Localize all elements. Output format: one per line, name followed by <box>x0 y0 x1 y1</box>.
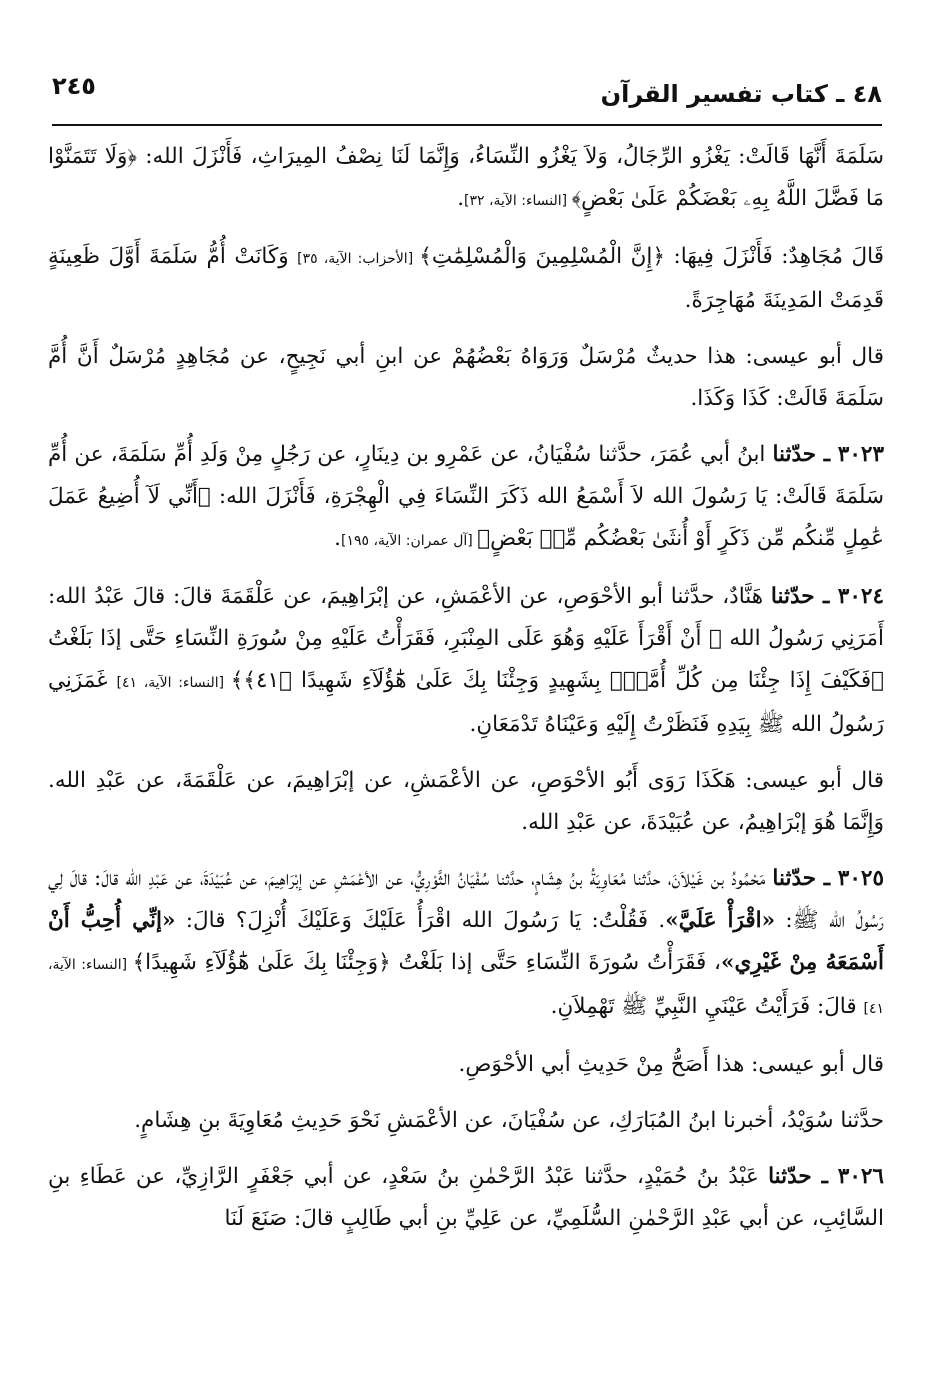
quran-quote: ﴿وَجِئْنَا بِكَ عَلَىٰ هَٰٓؤُلَآءِ شَهِيدًا﴾ <box>132 950 391 975</box>
verse-reference: [النساء: الآية، ٣٢] <box>464 193 572 209</box>
page-number: ٢٤٥ <box>52 72 96 100</box>
body-text: مَحْمُودُ بن غَيْلاَنَ، حدَّثنا مُعَاوِيَةُ بنُ هِشَامٍ، حدَّثنا سُفْيَانُ الثَّوْرِيُّ، عن الأعْمَشِ عن إبْرَاهِيمَ، عن عُبَيْدَةَ، عن عَبْدِ الله قالَ: قالَ لِي رَسُولُ الله ﷺ: <box>48 866 884 933</box>
verse-reference: [النساء: الآية، ٤١] <box>48 957 884 1017</box>
body-text: عَبْدُ بنُ حُمَيْدٍ، حدَّثنا عَبْدُ الرَّحْمٰنِ بنُ سَعْدٍ، عن أبي جَعْفَرٍ الرَّازِيِّ، عن عَطَاءِ بنِ السَّائِبِ، عن أبي عَبْدِ الرَّحْمٰنِ السُّلَمِيِّ، عن عَلِيِّ بنِ أبي طَالِبٍ قالَ: صَنَعَ لَنَا <box>48 1164 884 1231</box>
body-text: . <box>334 526 341 551</box>
verse-reference: [النساء: الآية، ٤١] <box>116 675 231 691</box>
paragraph <box>48 336 884 420</box>
body-text: ابنُ أبي عُمَرَ، حدَّثنا سُفْيَانُ، عن عَمْرِو بن دِينَارٍ، عن رَجُلٍ مِنْ وَلَدِ أُمِّ سَلَمَةَ، عن أُمِّ سَلَمَةَ قَالَتْ: يَا رَسُولَ الله لاَ أَسْمَعُ الله ذَكَرَ النِّسَاءَ فِي الْهِجْرَةِ، فَأَنْزَلَ الله: <box>48 442 885 509</box>
body-text: هَنَّادٌ، حدَّثنا أبو الأحْوَصِ، عن الأعْمَشِ، عن إبْرَاهِيمَ، عن عَلْقَمَةَ قالَ: قالَ عَبْدُ الله: أَمَرَنِي رَسُولُ الله ﷺ أَنْ أَقْرَأَ عَلَيْهِ وَهُوَ عَلَى المِنْبَرِ، فَقَرَأْتُ عَلَيْهِ مِنْ سُورَةِ النِّسَاءِ حَتَّى إذَا بَلَغْتُ <box>48 584 884 651</box>
paragraph <box>48 434 884 562</box>
body-text: ، فَقَرَأْتُ سُورَةَ النِّسَاءِ حَتَّى إذا بَلَغْتُ <box>390 950 721 975</box>
body-text: حدَّثنا سُوَيْدُ، أخبرنا ابنُ المُبَارَكِ، عن سُفْيَانَ، عن الأعْمَشِ نَحْوَ حَدِيثِ مُعَاوِيَةَ بنِ هِشَامٍ. <box>134 1108 884 1133</box>
body-text: قال أبو عيسى: هَكَذَا رَوَى أَبُو الأحْوَصِ، عن الأعْمَشِ، عن إبْرَاهِيمَ، عن عَلْقَمَةَ، عن عَبْدِ الله. وَإِنَّمَا هُوَ إبْرَاهِيمُ، عن عُبَيْدَةَ، عن عَبْدِ الله. <box>48 768 884 835</box>
paragraph <box>48 136 884 222</box>
paragraph <box>48 236 884 322</box>
paragraph <box>48 760 884 844</box>
body-text: وَكَانَتْ أُمُّ سَلَمَةَ أَوَّلَ ظَعِينَةٍ قَدِمَتْ المَدِينَةَ مُهَاجِرَةً. <box>48 244 884 313</box>
header-divider <box>52 124 882 126</box>
quran-quote: ﴿فَكَيْفَ إِذَا جِئْنَا مِن كُلِّ أُمَّةٍۭ بِشَهِيدٍ وَجِئْنَا بِكَ عَلَىٰ هَٰٓؤُلَآءِ شَهِيدًا ﴿٤١﴾﴾ <box>230 668 884 693</box>
body-text: قال أبو عيسى: هذا حديثٌ مُرْسَلٌ وَرَوَاهُ بَعْضُهُمْ عن ابنِ أبي نَجِيحٍ، عن مُجَاهِدٍ مُرْسَلٌ أَنَّ أُمَّ سَلَمَةَ قَالَتْ: كَذَا وَكَذَا. <box>48 344 884 411</box>
hadith-number: ٣٠٢٤ ـ <box>814 584 884 609</box>
paragraph <box>48 1156 884 1240</box>
hadith-number: ٣٠٢٦ ـ <box>811 1164 884 1189</box>
body-text: قَالَ مُجَاهِدٌ: فَأَنْزَلَ فِيهَا: <box>664 244 884 269</box>
narration-keyword: «اقْرَأْ عَلَيَّ» <box>665 908 776 933</box>
narration-keyword: حدّثنا <box>772 442 817 467</box>
page-body <box>48 136 884 1254</box>
narration-keyword: «إنِّي أُحِبُّ أَنْ أَسْمَعَهُ مِنْ غَيْرِي» <box>48 908 884 975</box>
body-text: . فَقُلْتُ: يَا رَسُولَ الله اقْرَأُ عَلَيْكَ وَعَلَيْكَ أُنْزِلَ؟ قالَ: <box>175 908 666 933</box>
quran-quote: ﴿إِنَّ الْمُسْلِمِينَ وَالْمُسْلِمَٰتِ﴾ <box>419 244 665 269</box>
body-text: قالَ: فَرَأَيْتُ عَيْنَيِ النَّبِيِّ ﷺ تَهْمِلاَنِ. <box>550 994 864 1019</box>
paragraph <box>48 576 884 746</box>
verse-reference: [آل عمران: الآية، ١٩٥] <box>341 533 478 549</box>
page-header <box>52 62 882 118</box>
quran-quote: ﴿أَنِّي لَآ أُضِيعُ عَمَلَ عَٰمِلٍ مِّنكُم مِّن ذَكَرٍ أَوْ أُنثَىٰ بَعْضُكُم مِّنۢ بَعْضٍ﴾ <box>48 484 884 551</box>
narration-keyword: حدّثنا <box>772 866 817 891</box>
body-text: . <box>457 186 465 211</box>
quran-quote: ﴿وَلَا تَتَمَنَّوْا مَا فَضَّلَ اللَّهُ بِهِۦ بَعْضَكُمْ عَلَىٰ بَعْضٍ﴾ <box>48 144 884 211</box>
verse-reference: [الأحزاب: الآية، ٣٥] <box>297 251 420 267</box>
narration-keyword: حدّثنا <box>770 584 815 609</box>
hadith-number: ٣٠٢٣ ـ <box>816 442 884 467</box>
chapter-title: ٤٨ ـ كتاب تفسير القرآن <box>600 80 882 108</box>
paragraph <box>48 1044 884 1086</box>
body-text: سَلَمَةَ أَنَّهَا قَالَتْ: يَغْزُو الرِّجَالُ، وَلاَ يَغْزُو النِّسَاءُ، وَإِنَّمَا لَنَا نِصْفُ المِيرَاثِ، فَأَنْزَلَ الله: <box>136 144 884 169</box>
hadith-number: ٣٠٢٥ ـ <box>816 866 884 891</box>
body-text: غَمَزَنِي رَسُولُ الله ﷺ بِيَدِهِ فَنَظَرْتُ إِلَيْهِ وَعَيْنَاهُ تَدْمَعَانِ. <box>48 668 884 737</box>
body-text: قال أبو عيسى: هذا أَصَحُّ مِنْ حَدِيثِ أبي الأحْوَصِ. <box>458 1052 884 1077</box>
paragraph <box>48 858 884 1030</box>
narration-keyword: حدّثنا <box>768 1164 812 1189</box>
paragraph <box>48 1100 884 1142</box>
